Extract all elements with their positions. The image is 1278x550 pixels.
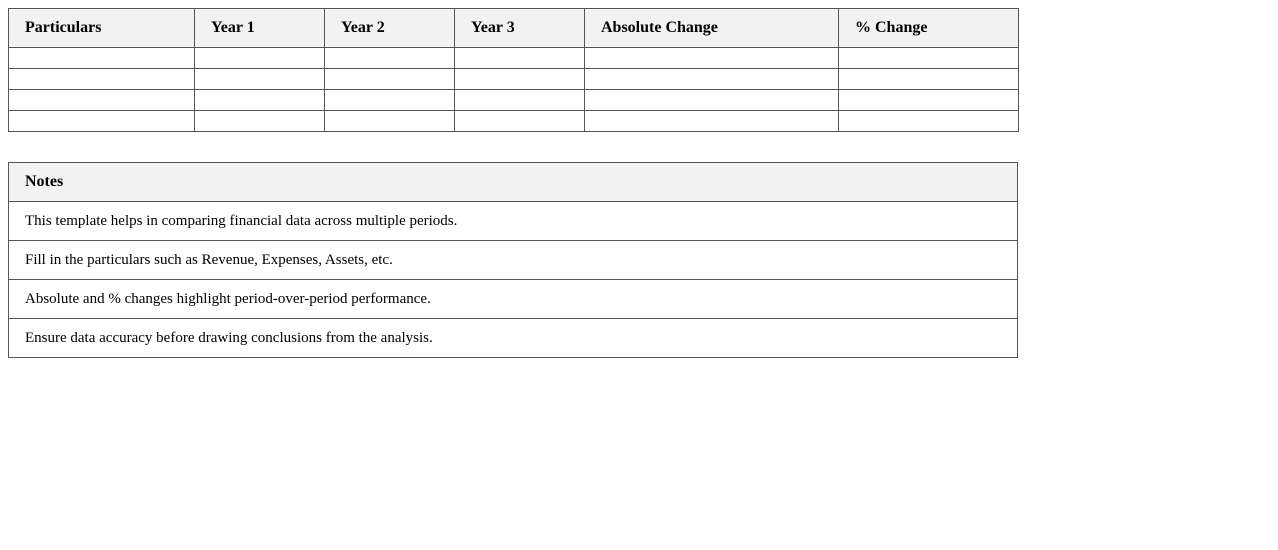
table-cell[interactable] (455, 48, 585, 69)
table-cell[interactable] (325, 90, 455, 111)
table-cell[interactable] (839, 111, 1019, 132)
table-cell[interactable] (325, 111, 455, 132)
table-cell[interactable] (839, 48, 1019, 69)
table-cell[interactable] (585, 90, 839, 111)
table-cell[interactable] (9, 69, 195, 90)
table-header-row (9, 9, 1019, 48)
header-year-1: Year 1 (195, 9, 325, 48)
comparison-table (8, 8, 1019, 132)
table-cell[interactable] (195, 69, 325, 90)
notes-row (9, 319, 1018, 358)
notes-row (9, 280, 1018, 319)
header-percent-change: % Change (839, 9, 1019, 48)
table-cell[interactable] (839, 90, 1019, 111)
table-cell[interactable] (839, 69, 1019, 90)
table-row (9, 69, 1019, 90)
header-absolute-change: Absolute Change (585, 9, 839, 48)
table-cell[interactable] (585, 111, 839, 132)
table-cell[interactable] (195, 90, 325, 111)
notes-row (9, 202, 1018, 241)
table-row (9, 90, 1019, 111)
table-cell[interactable] (585, 48, 839, 69)
notes-table (8, 162, 1018, 358)
table-cell[interactable] (455, 111, 585, 132)
table-cell[interactable] (195, 111, 325, 132)
table-cell[interactable] (585, 69, 839, 90)
table-cell[interactable] (325, 48, 455, 69)
header-particulars: Particulars (9, 9, 195, 48)
table-row (9, 111, 1019, 132)
table-row (9, 48, 1019, 69)
table-cell[interactable] (9, 111, 195, 132)
note-text: Ensure data accuracy before drawing conclusions from the analysis. (9, 319, 1018, 358)
note-text: This template helps in comparing financial data across multiple periods. (9, 202, 1018, 241)
note-text: Absolute and % changes highlight period-over-period performance. (9, 280, 1018, 319)
table-cell[interactable] (325, 69, 455, 90)
table-cell[interactable] (455, 90, 585, 111)
table-cell[interactable] (9, 48, 195, 69)
table-cell[interactable] (9, 90, 195, 111)
table-cell[interactable] (455, 69, 585, 90)
notes-header: Notes (9, 163, 1018, 202)
table-cell[interactable] (195, 48, 325, 69)
document-body (8, 8, 1019, 358)
notes-row (9, 241, 1018, 280)
note-text: Fill in the particulars such as Revenue, Expenses, Assets, etc. (9, 241, 1018, 280)
notes-header-row (9, 163, 1018, 202)
header-year-3: Year 3 (455, 9, 585, 48)
header-year-2: Year 2 (325, 9, 455, 48)
